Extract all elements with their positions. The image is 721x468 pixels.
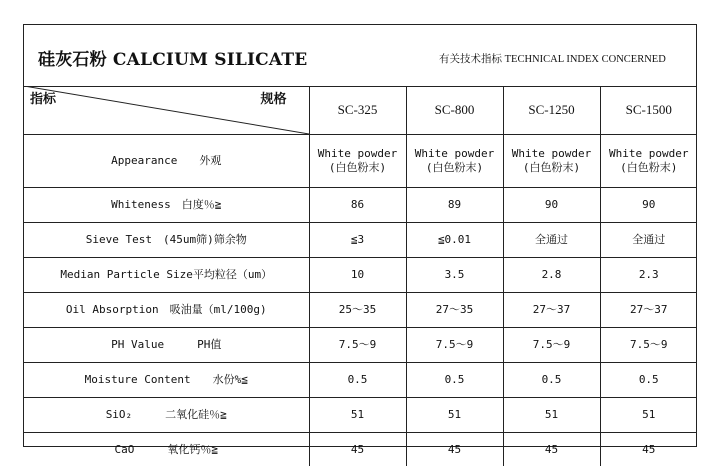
value-cell	[600, 135, 697, 188]
value-cell: 45	[503, 433, 600, 467]
table-row	[24, 135, 697, 188]
table-row	[24, 328, 697, 363]
property-name: Oil Absorption 吸油量（ml/100g)	[24, 293, 309, 328]
value-cell: 2.8	[503, 258, 600, 293]
value-cell: 0.5	[600, 363, 697, 398]
value-cell: 0.5	[309, 363, 406, 398]
grade-header: SC-1500	[600, 86, 697, 135]
table-row	[24, 188, 697, 223]
value-cell: 7.5～9	[600, 328, 697, 363]
spec-table	[24, 86, 697, 466]
value-cell: 51	[309, 398, 406, 433]
technical-index-subtitle: 有关技术指标 TECHNICAL INDEX CONCERNED	[439, 54, 666, 65]
grade-header: SC-325	[309, 86, 406, 135]
property-name: CaO 氧化钙％≧	[24, 433, 309, 467]
value-cell: 51	[600, 398, 697, 433]
value-cell: 45	[309, 433, 406, 467]
grade-header: SC-1250	[503, 86, 600, 135]
value-cell: 全通过	[600, 223, 697, 258]
value-cell: 0.5	[406, 363, 503, 398]
index-label: 指标	[30, 92, 57, 107]
value-cell: 86	[309, 188, 406, 223]
product-title: 硅灰石粉 CALCIUM SILICATE	[38, 50, 308, 70]
property-name: Moisture Content 水份%≦	[24, 363, 309, 398]
value-cell: ≦3	[309, 223, 406, 258]
grade-header: SC-800	[406, 86, 503, 135]
value-cell: 45	[406, 433, 503, 467]
table-row	[24, 293, 697, 328]
value-cell	[309, 135, 406, 188]
value-line: (白色粉末)	[425, 161, 484, 174]
value-cell: 51	[503, 398, 600, 433]
property-name: Sieve Test (45um筛)筛余物	[24, 223, 309, 258]
value-line: (白色粉末)	[620, 161, 678, 174]
value-line: White powder	[511, 147, 592, 160]
value-cell: 27～35	[406, 293, 503, 328]
property-name: Appearance 外观	[24, 135, 309, 188]
value-cell: 90	[503, 188, 600, 223]
table-header-row	[24, 86, 697, 135]
value-line: (白色粉末)	[522, 161, 581, 174]
value-cell: 7.5～9	[309, 328, 406, 363]
property-name: PH Value PH值	[24, 328, 309, 363]
property-name: SiO₂ 二氧化硅％≧	[24, 398, 309, 433]
value-cell: 27～37	[503, 293, 600, 328]
value-cell: 3.5	[406, 258, 503, 293]
value-line: (白色粉末)	[328, 161, 387, 174]
table-row	[24, 398, 697, 433]
value-cell: 0.5	[503, 363, 600, 398]
value-cell: 89	[406, 188, 503, 223]
spec-sheet	[23, 24, 697, 456]
table-row	[24, 433, 697, 467]
value-cell	[503, 135, 600, 188]
table-row	[24, 363, 697, 398]
title-bar	[24, 25, 696, 87]
value-line: White powder	[414, 147, 495, 160]
table-row	[24, 258, 697, 293]
value-cell: 2.3	[600, 258, 697, 293]
spec-label: 规格	[260, 92, 287, 107]
value-cell: 45	[600, 433, 697, 467]
corner-header-cell	[24, 86, 309, 135]
table-row	[24, 223, 697, 258]
value-cell: 25～35	[309, 293, 406, 328]
value-cell	[406, 135, 503, 188]
value-cell: 7.5～9	[406, 328, 503, 363]
property-name: Whiteness 白度％≧	[24, 188, 309, 223]
property-name: Median Particle Size平均粒径（um）	[24, 258, 309, 293]
value-line: White powder	[317, 147, 398, 160]
value-cell: 27～37	[600, 293, 697, 328]
value-cell: 90	[600, 188, 697, 223]
value-cell: 7.5～9	[503, 328, 600, 363]
value-line: White powder	[609, 147, 689, 160]
value-cell: 全通过	[503, 223, 600, 258]
value-cell: 10	[309, 258, 406, 293]
value-cell: ≦0.01	[406, 223, 503, 258]
value-cell: 51	[406, 398, 503, 433]
